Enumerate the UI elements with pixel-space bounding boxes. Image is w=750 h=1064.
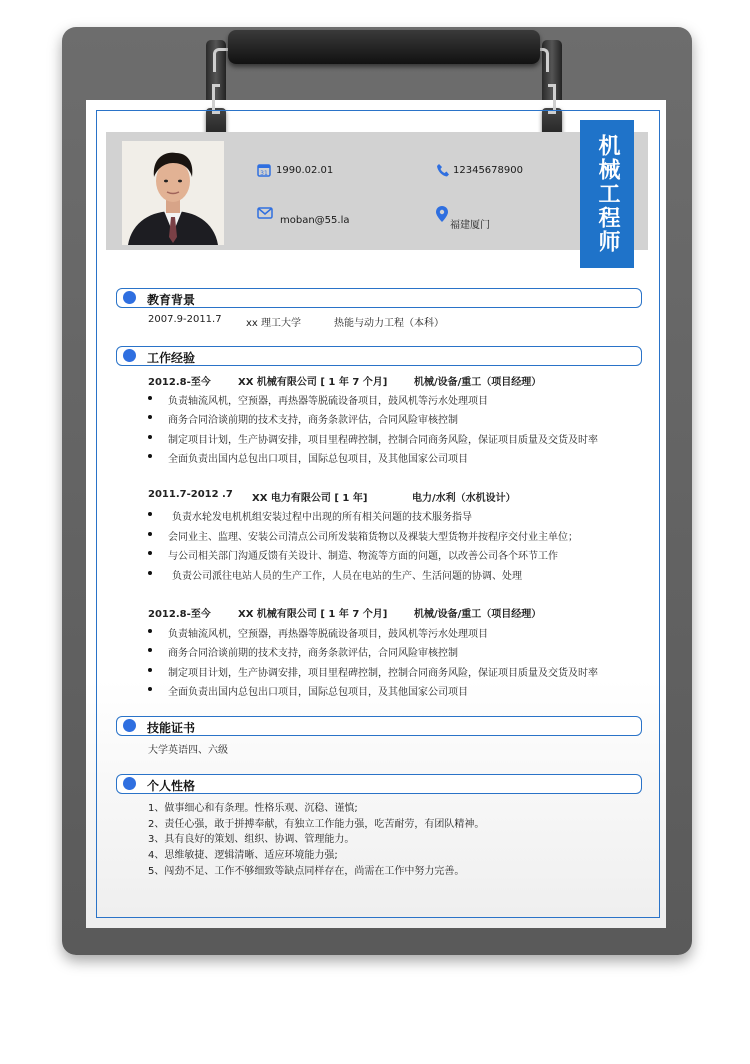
list-bullet bbox=[148, 454, 152, 458]
mail-icon bbox=[257, 207, 273, 219]
list-bullet bbox=[148, 648, 152, 652]
section-personality bbox=[116, 774, 642, 794]
list-item: 全面负责出国内总包出口项目，国际总包项目，及其他国家公司项目 bbox=[168, 454, 468, 465]
job-period: 2012.8-至今 bbox=[148, 609, 211, 620]
section-heading: 教育背景 bbox=[147, 293, 196, 307]
clip-bar bbox=[228, 30, 540, 64]
list-item: 5、闯劲不足、工作不够细致等缺点同样存在，尚需在工作中努力完善。 bbox=[148, 866, 465, 877]
section-work bbox=[116, 346, 642, 366]
job-company: XX 机械有限公司 [ 1 年 7 个月] bbox=[238, 609, 388, 620]
section-bullet-icon bbox=[123, 719, 136, 732]
list-item: 3、具有良好的策划、组织、协调、管理能力。 bbox=[148, 834, 355, 845]
list-item: 制定项目计划，生产协调安排，项目里程碑控制，控制合同商务风险，保证项目质量及交货及时率 bbox=[168, 668, 598, 679]
job-role: 机械/设备/重工（项目经理） bbox=[414, 377, 542, 388]
list-item: 与公司相关部门沟通反馈有关设计、制造、物流等方面的问题，以改善公司各个环节工作 bbox=[168, 551, 558, 562]
job-period: 2012.8-至今 bbox=[148, 377, 211, 388]
section-heading: 技能证书 bbox=[147, 721, 196, 735]
calendar-icon bbox=[257, 163, 271, 177]
section-heading: 个人性格 bbox=[147, 779, 196, 793]
list-bullet bbox=[148, 415, 152, 419]
list-bullet bbox=[148, 629, 152, 633]
list-bullet bbox=[148, 396, 152, 400]
list-item: 1、做事细心和有条理。性格乐观、沉稳、谨慎; bbox=[148, 803, 358, 814]
list-item: 商务合同洽谈前期的技术支持，商务条款评估，合同风险审核控制 bbox=[168, 648, 458, 659]
job-role: 电力/水利（水机设计） bbox=[412, 493, 516, 504]
list-bullet bbox=[148, 532, 152, 536]
list-bullet bbox=[148, 512, 152, 516]
list-item: 会同业主、监理、安装公司清点公司所发装箱货物以及裸装大型货物并按程序交付业主单位； bbox=[168, 532, 578, 543]
job-company: XX 机械有限公司 [ 1 年 7 个月] bbox=[238, 377, 388, 388]
list-item: 负责公司派往电站人员的生产工作，人员在电站的生产、生活问题的协调、处理 bbox=[172, 571, 522, 582]
profile-photo bbox=[122, 141, 224, 245]
section-education bbox=[116, 288, 642, 308]
birth-date: 1990.02.01 bbox=[276, 165, 334, 176]
education-period: 2007.9-2011.7 bbox=[148, 314, 222, 325]
list-item: 商务合同洽谈前期的技术支持，商务条款评估，合同风险审核控制 bbox=[168, 415, 458, 426]
list-item: 负责水轮发电机机组安装过程中出现的所有相关问题的技术服务指导 bbox=[172, 512, 472, 523]
list-item: 4、思维敏捷、逻辑清晰、适应环境能力强; bbox=[148, 850, 338, 861]
section-bullet-icon bbox=[123, 291, 136, 304]
list-item: 2、责任心强，敢于拼搏奉献，有独立工作能力强，吃苦耐劳，有团队精神。 bbox=[148, 819, 485, 830]
phone-number: 12345678900 bbox=[453, 165, 523, 176]
list-bullet bbox=[148, 435, 152, 439]
location: 福建厦门 bbox=[450, 220, 490, 231]
list-bullet bbox=[148, 551, 152, 555]
job-role: 机械/设备/重工（项目经理） bbox=[414, 609, 542, 620]
phone-icon bbox=[436, 163, 450, 177]
section-bullet-icon bbox=[123, 349, 136, 362]
section-skills bbox=[116, 716, 642, 736]
education-school: xx 理工大学 bbox=[246, 318, 302, 329]
list-bullet bbox=[148, 687, 152, 691]
section-heading: 工作经验 bbox=[147, 351, 196, 365]
list-item: 负责轴流风机，空预器，再热器等脱硫设备项目，鼓风机等污水处理项目 bbox=[168, 396, 488, 407]
svg-text:31: 31 bbox=[260, 170, 268, 177]
job-period: 2011.7-2012 .7 bbox=[148, 489, 233, 500]
list-item: 全面负责出国内总包出口项目，国际总包项目，及其他国家公司项目 bbox=[168, 687, 468, 698]
list-item: 制定项目计划，生产协调安排，项目里程碑控制，控制合同商务风险，保证项目质量及交货及时率 bbox=[168, 435, 598, 446]
education-major: 热能与动力工程（本科） bbox=[334, 318, 444, 329]
location-pin-icon bbox=[436, 206, 448, 222]
job-title: 机械工程师 bbox=[580, 120, 634, 268]
list-item: 负责轴流风机，空预器，再热器等脱硫设备项目，鼓风机等污水处理项目 bbox=[168, 629, 488, 640]
job-company: XX 电力有限公司 [ 1 年] bbox=[252, 493, 368, 504]
skills-text: 大学英语四、六级 bbox=[148, 745, 228, 756]
email-address: moban@55.la bbox=[280, 215, 350, 226]
section-bullet-icon bbox=[123, 777, 136, 790]
list-bullet bbox=[148, 571, 152, 575]
person-avatar-icon bbox=[122, 141, 224, 245]
list-bullet bbox=[148, 668, 152, 672]
